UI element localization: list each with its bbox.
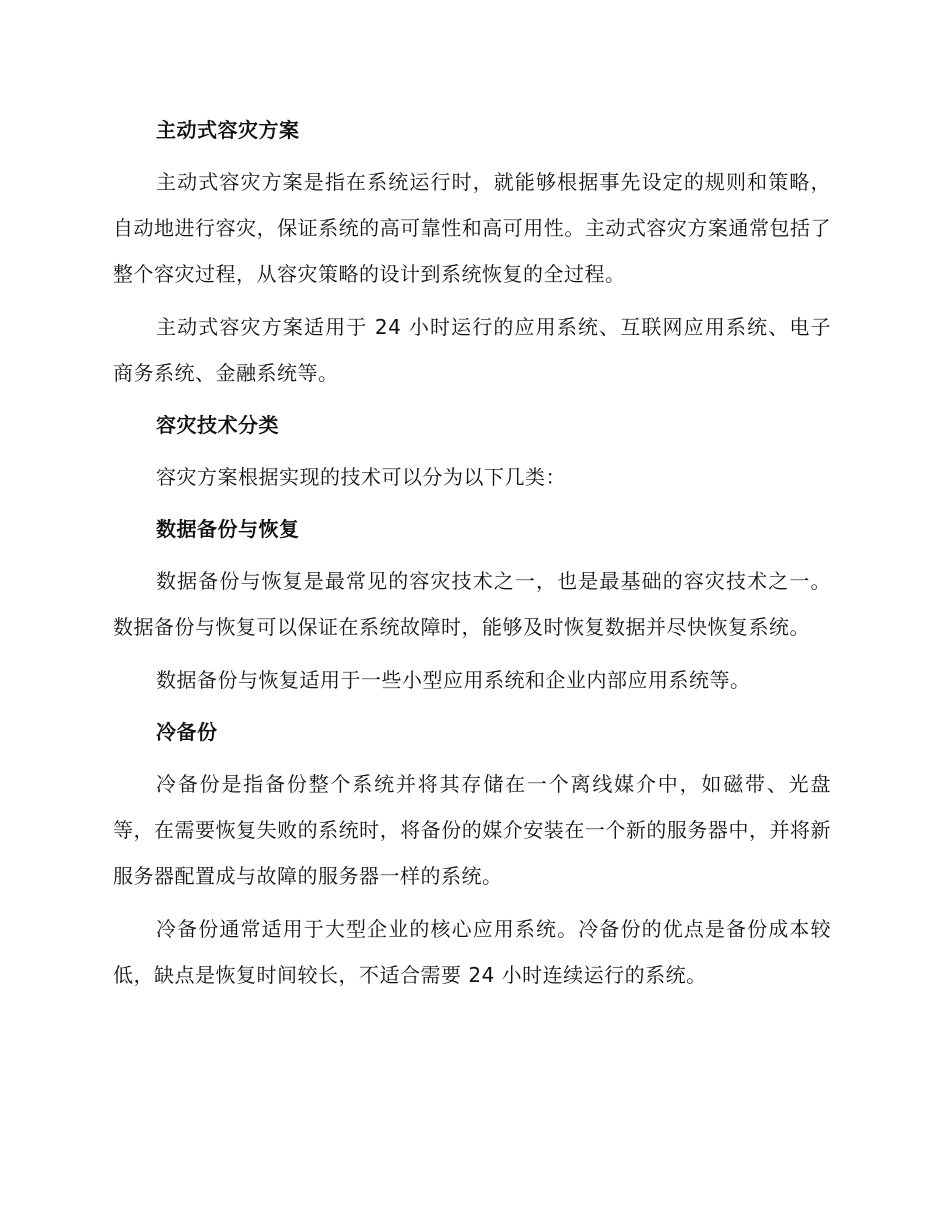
document-page xyxy=(113,108,831,1005)
paragraph-backup-restore-usage: 数据备份与恢复适用于一些小型应用系统和企业内部应用系统等。 xyxy=(156,668,751,692)
paragraph-cold-backup-definition: 冷备份是指备份整个系统并将其存储在一个离线媒介中，如磁带、光盘等，在需要恢复失败的系统时，将备份的媒介安装在一个新的服务器中，并将新服务器配置成与故障的服务器一样的系统。 xyxy=(113,772,831,888)
paragraph-active-dr-definition: 主动式容灾方案是指在系统运行时，就能够根据事先设定的规则和策略，自动地进行容灾，保证系统的高可靠性和高可用性。主动式容灾方案通常包括了整个容灾过程，从容灾策略的设计到系统恢复的全过程。 xyxy=(113,170,831,286)
section-heading-backup-restore: 数据备份与恢复 xyxy=(156,517,300,541)
section-heading-cold-backup: 冷备份 xyxy=(156,720,218,744)
paragraph-cold-backup-usage: 冷备份通常适用于大型企业的核心应用系统。冷备份的优点是备份成本较低，缺点是恢复时间较长，不适合需要 24 小时连续运行的系统。 xyxy=(113,917,831,987)
paragraph-active-dr-usage: 主动式容灾方案适用于 24 小时运行的应用系统、互联网应用系统、电子商务系统、金融系统等。 xyxy=(113,315,831,385)
paragraph-dr-tech-intro: 容灾方案根据实现的技术可以分为以下几类： xyxy=(156,465,566,489)
paragraph-backup-restore-definition: 数据备份与恢复是最常见的容灾技术之一，也是最基础的容灾技术之一。数据备份与恢复可以保证在系统故障时，能够及时恢复数据并尽快恢复系统。 xyxy=(113,569,831,639)
section-heading-dr-tech-classification: 容灾技术分类 xyxy=(156,413,279,437)
section-heading-active-dr: 主动式容灾方案 xyxy=(156,118,300,142)
